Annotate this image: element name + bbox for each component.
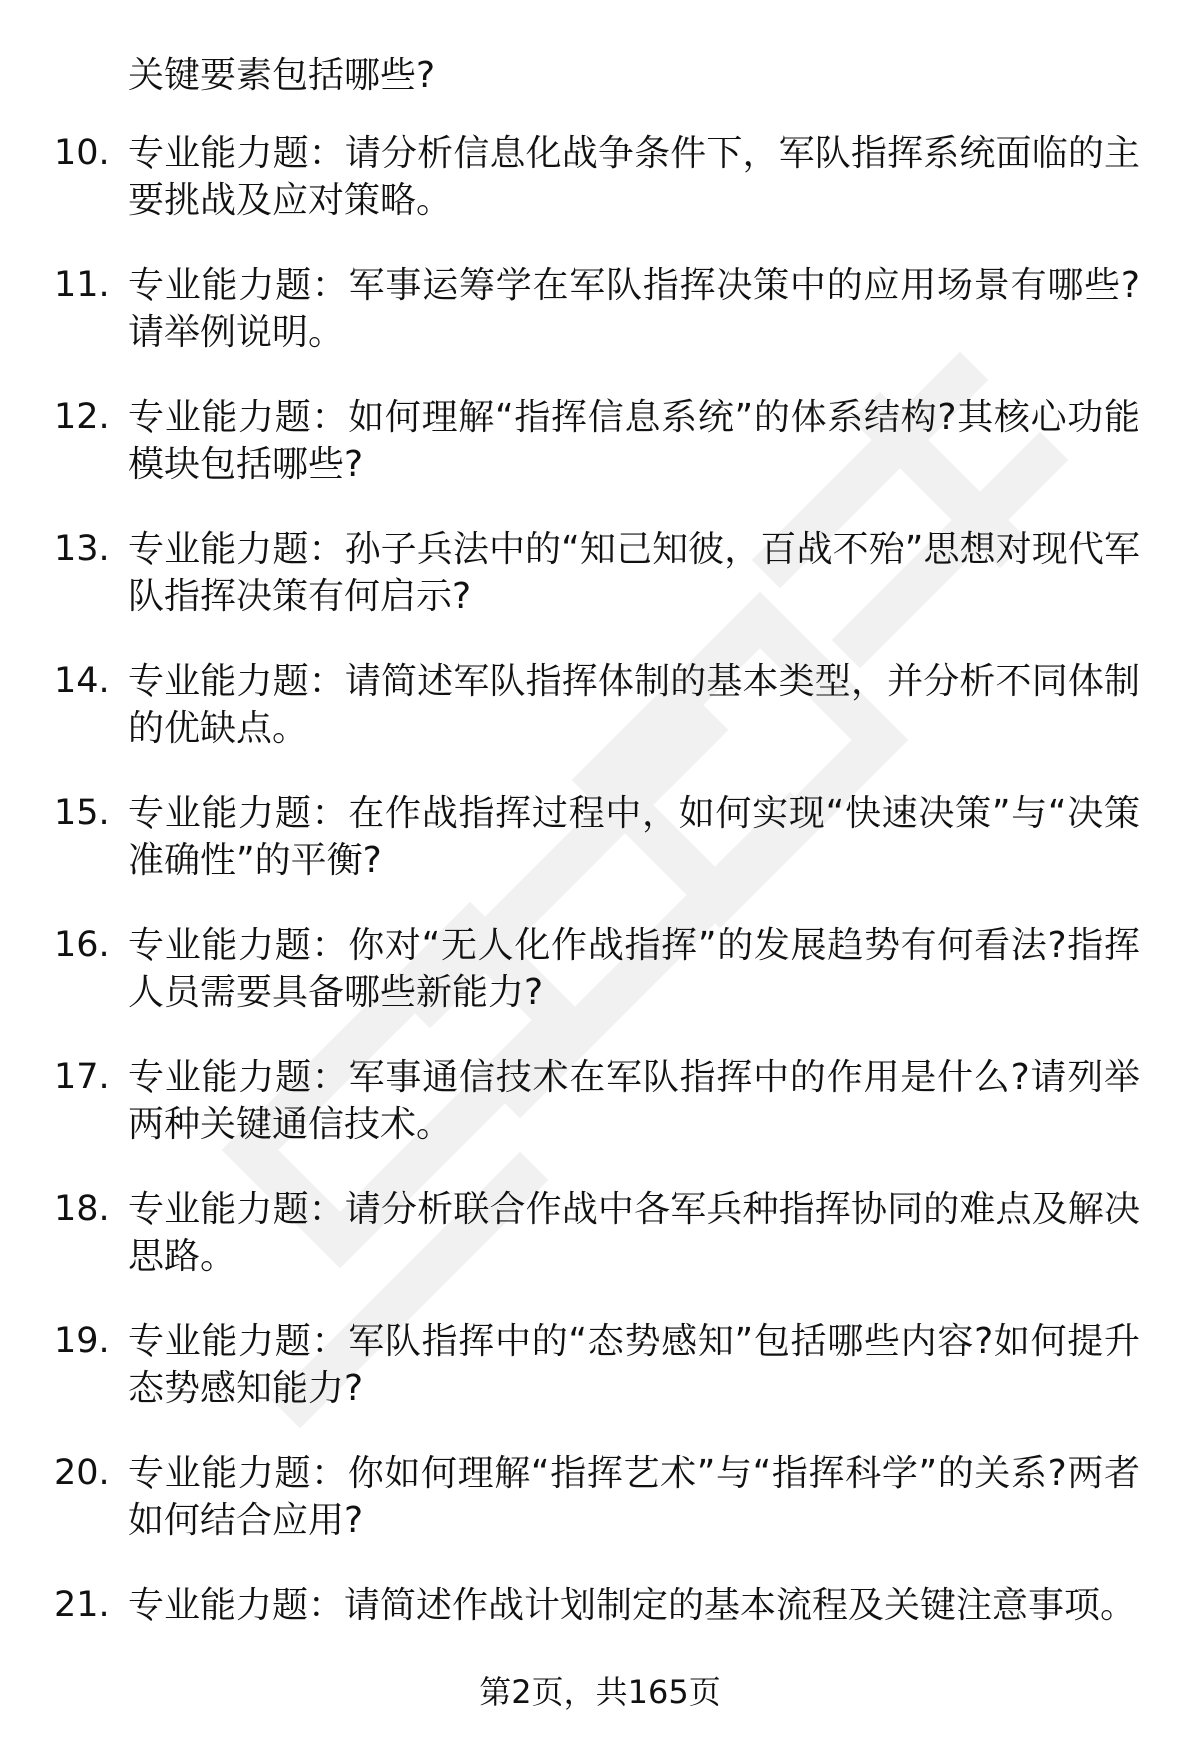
question-text: 专业能力题：如何理解“指挥信息系统”的体系结构?其核心功能模块包括哪些? [128,397,1140,485]
list-item [0,262,1200,394]
question-number: 11. [54,265,110,305]
question-number: 14. [54,661,110,701]
question-text: 专业能力题：孙子兵法中的“知己知彼，百战不殆”思想对现代军队指挥决策有何启示? [128,529,1140,617]
question-number: 16. [54,925,110,965]
question-text: 专业能力题：军事运筹学在军队指挥决策中的应用场景有哪些?请举例说明。 [128,265,1140,353]
list-item [0,1186,1200,1318]
list-item [0,1450,1200,1582]
question-number: 12. [54,397,110,437]
question-text: 专业能力题：你如何理解“指挥艺术”与“指挥科学”的关系?两者如何结合应用? [128,1453,1140,1541]
question-number: 21. [54,1585,110,1625]
question-number: 18. [54,1189,110,1229]
question-number: 17. [54,1057,110,1097]
question-list [0,130,1200,1714]
list-item [0,526,1200,658]
list-item [0,790,1200,922]
question-text: 专业能力题：请分析信息化战争条件下，军队指挥系统面临的主要挑战及应对策略。 [128,133,1140,221]
question-text: 专业能力题：军队指挥中的“态势感知”包括哪些内容?如何提升态势感知能力? [128,1321,1140,1409]
page-footer: 第2页，共165页 [479,1673,721,1711]
question-text: 专业能力题：请分析联合作战中各军兵种指挥协同的难点及解决思路。 [128,1189,1140,1277]
question-number: 15. [54,793,110,833]
question-number: 10. [54,133,110,173]
list-item [0,130,1200,262]
continuation-text: 关键要素包括哪些? [128,55,436,96]
question-text: 专业能力题：请简述军队指挥体制的基本类型，并分析不同体制的优缺点。 [128,661,1140,749]
question-number: 13. [54,529,110,569]
question-text: 专业能力题：你对“无人化作战指挥”的发展趋势有何看法?指挥人员需要具备哪些新能力? [128,925,1140,1013]
list-item [0,1318,1200,1450]
list-item [0,394,1200,526]
question-number: 19. [54,1321,110,1361]
question-text: 专业能力题：在作战指挥过程中，如何实现“快速决策”与“决策准确性”的平衡? [128,793,1140,881]
question-text: 专业能力题：请简述作战计划制定的基本流程及关键注意事项。 [128,1585,1137,1626]
list-item [0,922,1200,1054]
list-item [0,658,1200,790]
question-text: 专业能力题：军事通信技术在军队指挥中的作用是什么?请列举两种关键通信技术。 [128,1057,1140,1145]
list-item [0,1054,1200,1186]
question-number: 20. [54,1453,110,1493]
